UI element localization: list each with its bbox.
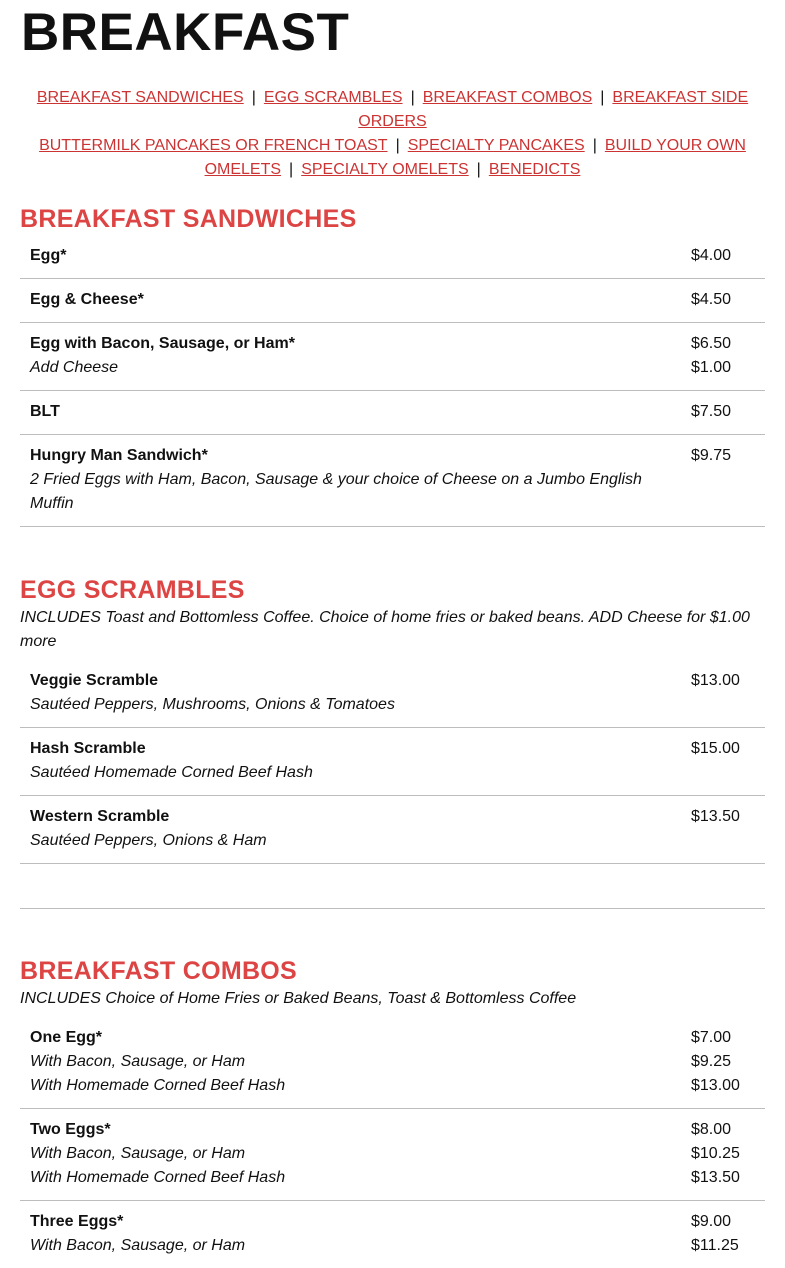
section-title: EGG SCRAMBLES <box>20 576 245 604</box>
item-description: Sautéed Homemade Corned Beef Hash <box>30 764 313 781</box>
menu-item <box>20 660 765 728</box>
nav-link-benedicts[interactable]: BENEDICTS <box>488 161 581 178</box>
item-price: $6.50 <box>691 335 732 352</box>
nav-separator: | <box>476 161 481 178</box>
item-price: $9.00 <box>691 1213 732 1230</box>
nav-link-build-your-own-omelets[interactable]: BUILD YOUR OWN OMELETS <box>204 137 746 178</box>
item-option-price: $13.00 <box>691 1077 740 1094</box>
item-price: $4.50 <box>691 291 732 308</box>
section-title: BREAKFAST SANDWICHES <box>20 205 357 233</box>
nav-link-breakfast-combos[interactable]: BREAKFAST COMBOS <box>422 89 593 106</box>
menu-item <box>20 279 765 323</box>
menu-page <box>20 0 765 1268</box>
nav-link-specialty-pancakes[interactable]: SPECIALTY PANCAKES <box>407 137 585 154</box>
nav-separator: | <box>410 89 415 106</box>
item-prices <box>691 332 761 380</box>
item-prices <box>691 737 761 761</box>
section-breakfast-sandwiches <box>20 203 765 527</box>
menu-item <box>20 1109 765 1201</box>
nav-link-egg-scrambles[interactable]: EGG SCRAMBLES <box>263 89 403 106</box>
item-prices <box>691 244 761 268</box>
item-name: Three Eggs* <box>30 1213 124 1230</box>
item-name: Western Scramble <box>30 808 170 825</box>
item-option: With Bacon, Sausage, or Ham <box>30 1145 246 1162</box>
item-option-price: $13.50 <box>691 1169 740 1186</box>
item-description: Sautéed Peppers, Onions & Ham <box>30 832 267 849</box>
item-prices <box>691 1118 761 1190</box>
item-prices <box>691 805 761 829</box>
nav-row <box>20 86 765 134</box>
item-prices <box>691 1026 761 1098</box>
section-egg-scrambles <box>20 574 765 909</box>
item-option: With Bacon, Sausage, or Ham <box>30 1237 246 1254</box>
item-price: $13.50 <box>691 808 740 825</box>
item-prices <box>691 669 761 693</box>
item-price: $13.00 <box>691 672 740 689</box>
item-prices <box>691 400 761 424</box>
item-addon: Add Cheese <box>30 359 119 376</box>
item-price: $7.50 <box>691 403 732 420</box>
section-breakfast-combos <box>20 955 765 1268</box>
item-price: $9.75 <box>691 447 732 464</box>
section-note: INCLUDES Toast and Bottomless Coffee. Choice of home fries or baked beans. ADD Cheese for $1.00 more <box>20 609 750 650</box>
nav-separator: | <box>395 137 400 154</box>
item-addon-price: $1.00 <box>691 359 732 376</box>
item-name: Egg & Cheese* <box>30 291 144 308</box>
divider <box>20 864 765 909</box>
item-price: $15.00 <box>691 740 740 757</box>
nav-separator: | <box>592 137 597 154</box>
item-name: Hash Scramble <box>30 740 146 757</box>
nav-link-breakfast-sandwiches[interactable]: BREAKFAST SANDWICHES <box>36 89 244 106</box>
menu-item <box>20 391 765 435</box>
menu-item <box>20 323 765 391</box>
page-title: BREAKFAST <box>21 3 350 62</box>
menu-item <box>20 435 765 527</box>
item-name: Two Eggs* <box>30 1121 111 1138</box>
nav-link-specialty-omelets[interactable]: SPECIALTY OMELETS <box>301 161 469 178</box>
menu-item <box>20 1201 765 1268</box>
nav-link-breakfast-side-orders[interactable]: BREAKFAST SIDE ORDERS <box>358 89 749 130</box>
item-name: One Egg* <box>30 1029 103 1046</box>
nav-separator: | <box>289 161 294 178</box>
item-price: $8.00 <box>691 1121 732 1138</box>
item-price: $4.00 <box>691 247 732 264</box>
item-name: Egg with Bacon, Sausage, or Ham* <box>30 335 295 352</box>
menu-item <box>20 796 765 864</box>
item-name: BLT <box>30 403 60 420</box>
item-option: With Homemade Corned Beef Hash <box>30 1169 286 1186</box>
item-price: $7.00 <box>691 1029 732 1046</box>
nav-link-pancakes-french-toast[interactable]: BUTTERMILK PANCAKES OR FRENCH TOAST <box>39 137 388 154</box>
item-option-price: $9.25 <box>691 1053 732 1070</box>
section-title: BREAKFAST COMBOS <box>20 957 298 985</box>
nav-separator: | <box>251 89 256 106</box>
item-prices <box>691 1210 761 1258</box>
section-note: INCLUDES Choice of Home Fries or Baked Beans, Toast & Bottomless Coffee <box>20 990 577 1007</box>
section-nav <box>20 86 765 182</box>
item-option: With Bacon, Sausage, or Ham <box>30 1053 246 1070</box>
item-name: Veggie Scramble <box>30 672 159 689</box>
item-description: 2 Fried Eggs with Ham, Bacon, Sausage & your choice of Cheese on a Jumbo English Muffin <box>30 471 642 512</box>
menu-item <box>20 1017 765 1109</box>
item-prices <box>691 288 761 312</box>
menu-item <box>20 235 765 279</box>
item-name: Egg* <box>30 247 67 264</box>
item-option-price: $10.25 <box>691 1145 740 1162</box>
item-prices <box>691 444 761 468</box>
item-option-price: $11.25 <box>691 1237 739 1254</box>
nav-row <box>20 134 765 182</box>
item-description: Sautéed Peppers, Mushrooms, Onions & Tomatoes <box>30 696 395 713</box>
nav-separator: | <box>600 89 605 106</box>
item-name: Hungry Man Sandwich* <box>30 447 208 464</box>
menu-item <box>20 728 765 796</box>
item-option: With Homemade Corned Beef Hash <box>30 1077 286 1094</box>
